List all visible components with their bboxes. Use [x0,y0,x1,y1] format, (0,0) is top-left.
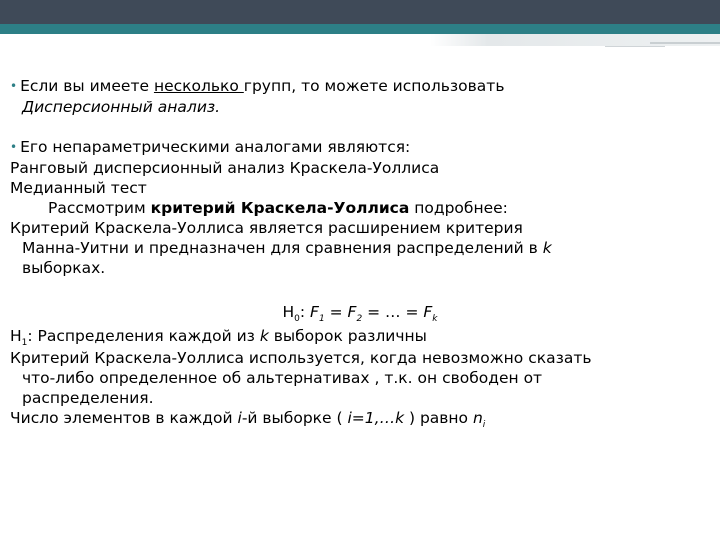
desc-line-2: Манна-Уитни и предназначен для сравнения распределений в k [22,239,552,257]
header-bar-teal [0,24,720,34]
item-kruskal-wallis: Ранговый дисперсионный анализ Краскела-Уоллиса [10,159,440,177]
header-accent-grey [430,34,720,46]
bullet-2: • Его непараметрическими аналогами являются: [10,138,411,156]
spacer [10,117,710,137]
bullet-marker-icon: • [10,79,18,93]
bullet-1: • Если вы имеете несколько групп, то можете использовать [10,77,505,95]
hypothesis-h0: $H_0$: $F_1 = F_2$ = … = $F_k$ [282,303,438,325]
header-accent-line [650,42,720,44]
usage-line-2: что-либо определенное об альтернативах , т.к. он свободен от [22,369,543,387]
bullet-1-line-2: Дисперсионный анализ. [22,98,221,116]
underlined-word: несколько [153,77,244,95]
count-line: Число элементов в каждой i-й выборке ( i=1,…k ) равно $n_i$ [10,409,486,431]
header-bar-dark [0,0,720,24]
usage-line-3: распределения. [22,389,154,407]
header-accent-line-2 [605,46,665,47]
consider-line: Рассмотрим критерий Краскела-Уоллиса подробнее: [48,199,508,217]
slide-content [10,76,710,431]
hypothesis-h1: $H_1$: Распределения каждой из k выборок различны [10,327,427,349]
desc-line-3: выборках. [22,259,106,277]
bullet-marker-icon: • [10,140,18,154]
spacer [10,278,710,302]
item-median-test: Медианный тест [10,179,147,197]
usage-line-1: Критерий Краскела-Уоллиса используется, когда невозможно сказать [10,349,592,367]
desc-line-1: Критерий Краскела-Уоллиса является расширением критерия [10,219,523,237]
criterion-bold: критерий Краскела-Уоллиса [150,199,410,217]
